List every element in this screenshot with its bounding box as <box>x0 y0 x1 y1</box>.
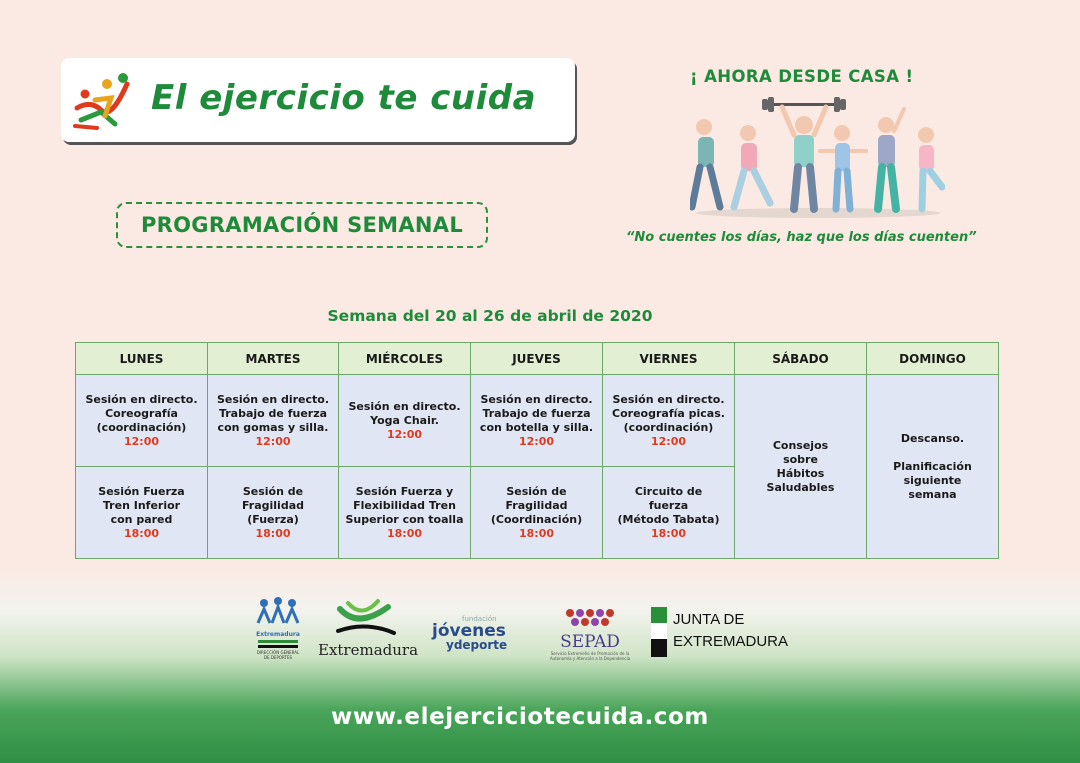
table-row-morning <box>76 375 999 467</box>
table-header-row <box>76 343 999 375</box>
session-cell-jueves-evening <box>471 467 603 559</box>
weekly-schedule-table <box>75 342 999 559</box>
session-text: Sesión en directo. Trabajo de fuerza con gomas y silla. <box>216 392 330 434</box>
brand-logo-icon <box>71 70 133 132</box>
extremadura-label: Extremadura <box>318 641 419 659</box>
jovenes-label: jóvenes <box>432 621 506 641</box>
extremadura-logo <box>318 599 419 665</box>
page-title: El ejercicio te cuida <box>151 78 537 118</box>
day-header-jueves: JUEVES <box>471 343 603 375</box>
session-time: 12:00 <box>123 434 159 448</box>
session-time: 12:00 <box>518 434 554 448</box>
people-figures-icon <box>254 597 302 627</box>
session-cell-viernes-evening <box>603 467 735 559</box>
session-time: 12:00 <box>255 434 291 448</box>
session-time: 12:00 <box>650 434 686 448</box>
fundacion-label: fundación <box>462 615 497 623</box>
session-text: Sesión Fuerza y Flexibilidad Tren Superior con toalla <box>345 484 464 526</box>
session-text: Sesión Fuerza Tren Inferior con pared <box>98 484 185 526</box>
motivational-quote: “No cuentes los días, haz que los días cuenten” <box>626 230 977 245</box>
sepad-sub: Servicio Extremeño de Promoción de la Autonomía y Atención a la Dependencia <box>549 651 631 661</box>
session-cell-jueves-morning <box>471 375 603 467</box>
seniors-exercising-illustration <box>690 95 945 220</box>
junta-line-1: JUNTA DE <box>673 611 745 628</box>
week-title: Semana del 20 al 26 de abril de 2020 <box>327 307 653 325</box>
session-cell-lunes-evening <box>76 467 208 559</box>
flag-green-icon <box>651 607 667 623</box>
session-text: Sesión de Fragilidad (Coordinación) <box>490 484 583 526</box>
day-header-martes: MARTES <box>208 343 339 375</box>
session-cell-lunes-morning <box>76 375 208 467</box>
session-text: Sesión de Fragilidad (Fuerza) <box>241 484 304 526</box>
sponsor-logos <box>0 595 1080 670</box>
session-text: Descanso. Planificación siguiente semana <box>893 431 972 501</box>
black-stripe <box>258 645 298 648</box>
programacion-label: PROGRAMACIÓN SEMANAL <box>140 213 463 237</box>
programacion-badge <box>116 202 488 248</box>
session-cell-domingo <box>867 375 999 559</box>
flag-black-icon <box>651 639 667 657</box>
title-card <box>61 58 575 142</box>
session-cell-martes-morning <box>208 375 339 467</box>
session-text: Consejos sobre Hábitos Saludables <box>766 438 835 494</box>
jovenes-deporte-logo <box>432 615 532 655</box>
day-header-miercoles: MIÉRCOLES <box>339 343 471 375</box>
session-time: 18:00 <box>518 526 554 540</box>
session-text: Sesión en directo. Coreografía (coordinación) <box>85 392 198 434</box>
session-time: 12:00 <box>386 427 422 441</box>
session-time: 18:00 <box>386 526 422 540</box>
session-cell-sabado <box>735 375 867 559</box>
session-cell-miercoles-evening <box>339 467 471 559</box>
session-text: Sesión en directo. Coreografía picas. (coordinación) <box>612 392 725 434</box>
day-header-lunes: LUNES <box>76 343 208 375</box>
extremadura-deporte-logo <box>254 597 302 667</box>
session-cell-viernes-morning <box>603 375 735 467</box>
day-header-sabado: SÁBADO <box>735 343 867 375</box>
session-cell-miercoles-morning <box>339 375 471 467</box>
extremadura-deporte-sub: DIRECCIÓN GENERAL DE DEPORTES <box>256 650 300 660</box>
sepad-dots-icon <box>564 607 616 629</box>
day-header-domingo: DOMINGO <box>867 343 999 375</box>
sepad-label: SEPAD <box>560 632 620 652</box>
green-stripe <box>258 640 298 643</box>
website-link[interactable]: www.elejerciciotecuida.com <box>331 704 709 730</box>
session-time: 18:00 <box>650 526 686 540</box>
session-text: Sesión en directo. Yoga Chair. <box>348 399 461 427</box>
session-text: Sesión en directo. Trabajo de fuerza con botella y silla. <box>479 392 594 434</box>
session-cell-martes-evening <box>208 467 339 559</box>
extremadura-emblem-icon <box>318 599 413 637</box>
session-time: 18:00 <box>123 526 159 540</box>
ahora-desde-casa: ¡ AHORA DESDE CASA ! <box>690 67 914 86</box>
session-text: Circuito de fuerza (Método Tabata) <box>617 484 720 526</box>
junta-extremadura-logo <box>651 607 789 659</box>
junta-line-2: EXTREMADURA <box>673 633 789 650</box>
flag-white-icon <box>651 623 667 639</box>
day-header-viernes: VIERNES <box>603 343 735 375</box>
session-time: 18:00 <box>255 526 291 540</box>
deporte-label: ydeporte <box>446 638 508 652</box>
extremadura-deporte-label: Extremadura <box>256 631 300 638</box>
sepad-logo <box>540 607 640 663</box>
